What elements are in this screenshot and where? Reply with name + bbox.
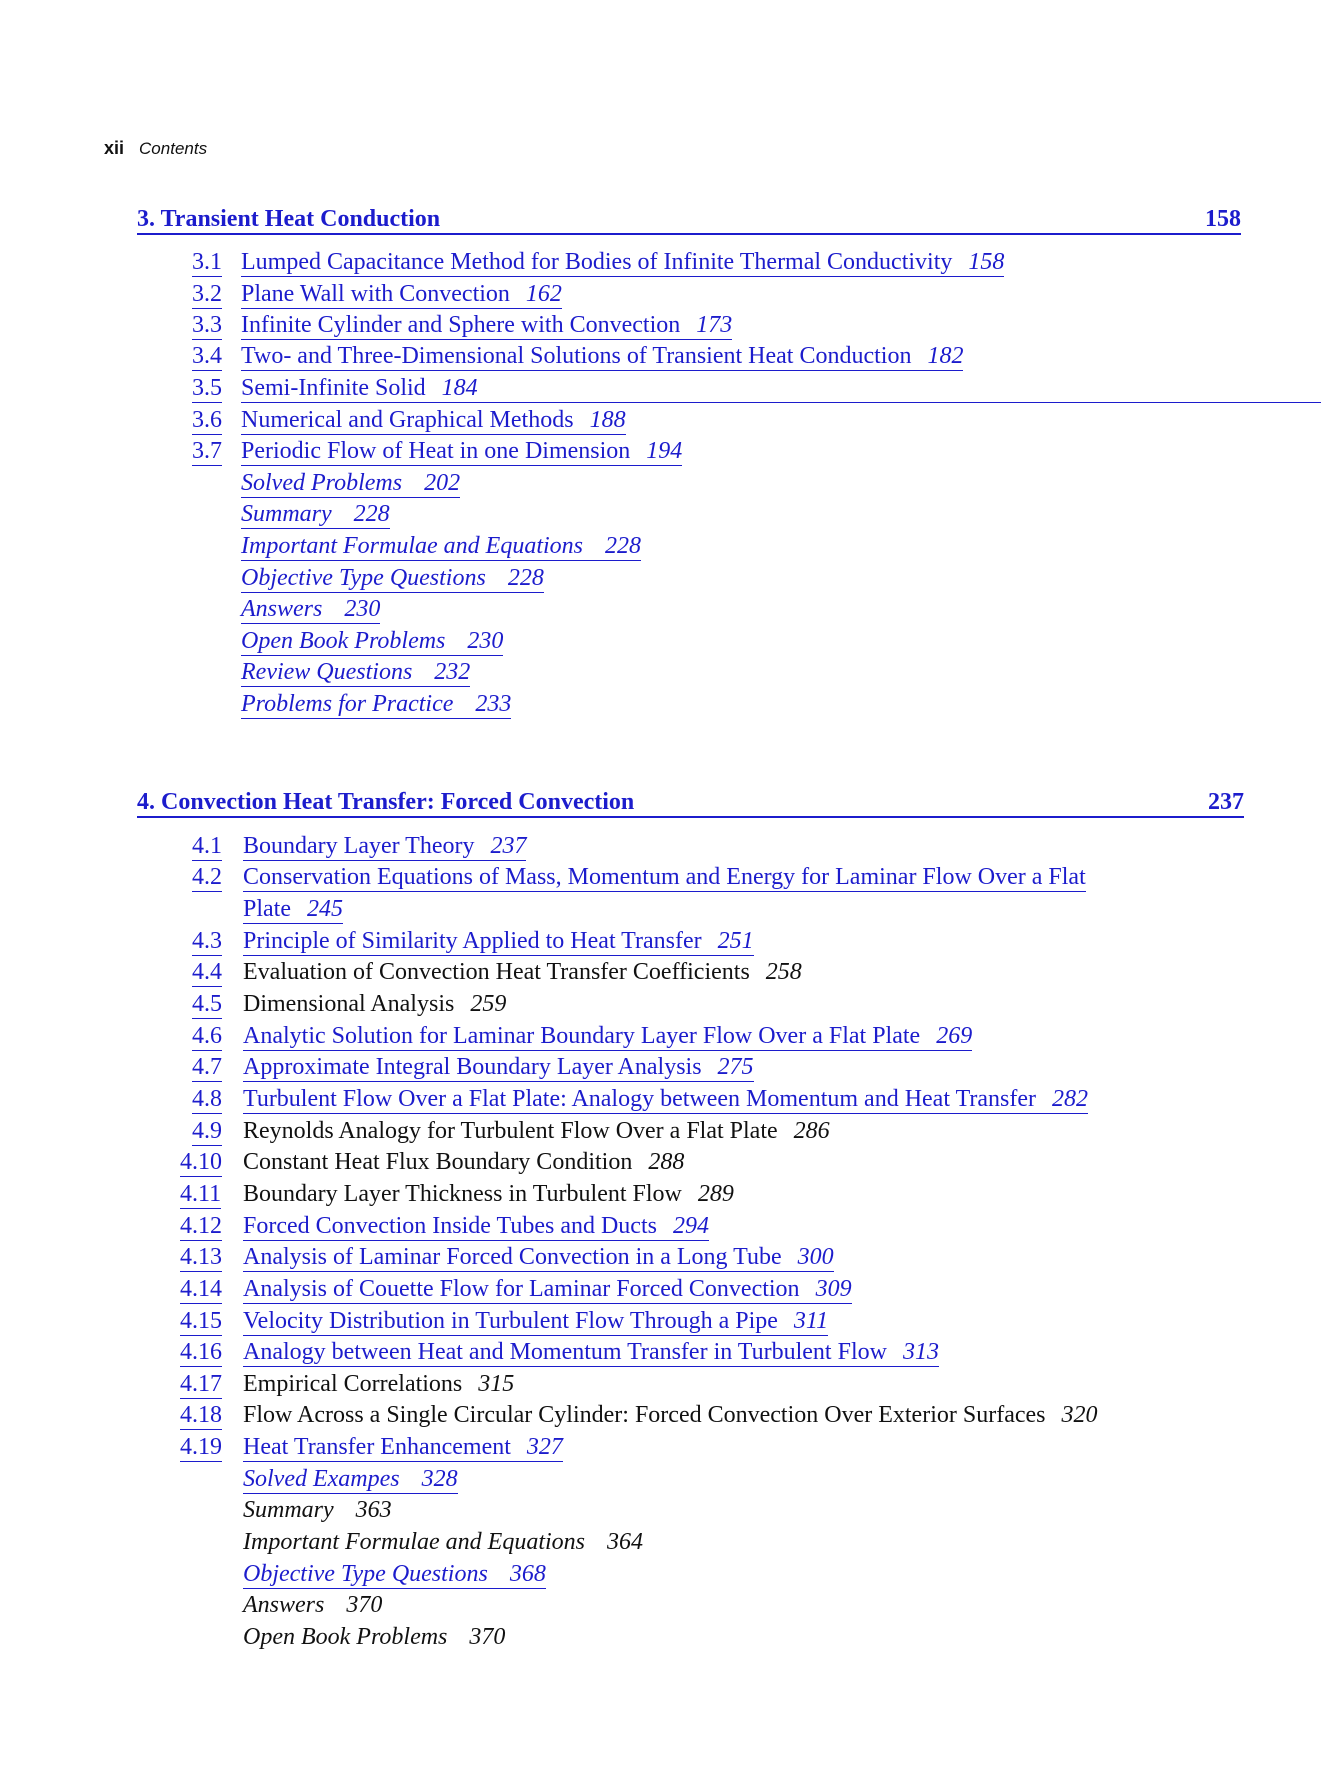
entry-text: Review Questions (241, 659, 413, 685)
entry-text: Analysis of Couette Flow for Laminar Forced Convection (243, 1276, 800, 1302)
entry-number[interactable]: 4.11 (180, 1181, 222, 1207)
entry-number[interactable]: 4.10 (180, 1149, 222, 1175)
entry-text: Analogy between Heat and Momentum Transfer in Turbulent Flow (243, 1339, 887, 1365)
entry-text: Solved Problems (241, 470, 403, 496)
entry-text: Solved Exampes (243, 1466, 400, 1492)
entry-text: Constant Heat Flux Boundary Condition (243, 1149, 633, 1175)
entry-number[interactable]: 4.18 (180, 1402, 222, 1428)
entry-number[interactable]: 4.9 (192, 1118, 222, 1144)
entry-page: 232 (434, 659, 471, 685)
entry-text: Answers (241, 596, 323, 622)
entry-number: 4.15 (180, 1308, 222, 1334)
entry-number[interactable]: 4.17 (180, 1371, 222, 1397)
entry-text: Plane Wall with Convection (241, 281, 510, 307)
entry-page: 309 (815, 1276, 852, 1302)
chapter-heading-4[interactable] (137, 788, 1244, 818)
entry-text-continued: Plate (243, 896, 291, 922)
entry-number: 4.3 (192, 928, 222, 954)
entry-text: Important Formulae and Equations (241, 533, 583, 559)
entry-text: Principle of Similarity Applied to Heat Transfer (243, 928, 702, 954)
entry-text: Two- and Three-Dimensional Solutions of Transient Heat Conduction (241, 343, 912, 369)
entry-text: Turbulent Flow Over a Flat Plate: Analogy between Momentum and Heat Transfer (243, 1086, 1037, 1112)
entry-text: Dimensional Analysis (243, 991, 455, 1017)
entry-page: 230 (344, 596, 381, 622)
entry-text: Problems for Practice (241, 691, 454, 717)
entry-number[interactable]: 4.5 (192, 991, 222, 1017)
chapter-page: 158 (1205, 206, 1241, 232)
entry-page: 202 (424, 470, 461, 496)
entry-number[interactable]: 4.4 (192, 959, 222, 985)
entry-text: Open Book Problems (241, 628, 446, 654)
entry-page: 320 (1061, 1402, 1098, 1428)
entry-page: 328 (421, 1466, 458, 1492)
entry-number: 3.5 (192, 375, 222, 401)
entry-page: 188 (589, 407, 626, 433)
entry-page: 282 (1052, 1086, 1089, 1112)
entry-page: 158 (968, 249, 1005, 275)
entry-page: 289 (697, 1181, 734, 1207)
entry-text: Reynolds Analogy for Turbulent Flow Over a Flat Plate (243, 1118, 778, 1144)
entry-text: Flow Across a Single Circular Cylinder: Forced Convection Over Exterior Surfaces (243, 1402, 1046, 1428)
entry-page: 228 (507, 565, 544, 591)
running-head-title: Contents (139, 139, 208, 158)
entry-text: Open Book Problems (243, 1624, 448, 1650)
entry-text: Objective Type Questions (241, 565, 486, 591)
entry-page: 368 (509, 1561, 546, 1587)
entry-text: Objective Type Questions (243, 1561, 488, 1587)
entry-page: 288 (648, 1149, 685, 1175)
entry-text: Conservation Equations of Mass, Momentum and Energy for Laminar Flow Over a Flat (243, 864, 1086, 890)
entry-text: Numerical and Graphical Methods (241, 407, 574, 433)
entry-text: Empirical Correlations (243, 1371, 463, 1397)
entry-page: 184 (441, 375, 478, 401)
entry-page: 370 (346, 1592, 383, 1618)
entry-page: 364 (607, 1529, 643, 1555)
entry-page: 173 (696, 312, 733, 338)
entry-page: 294 (672, 1213, 709, 1239)
entry-page: 182 (927, 343, 964, 369)
chapter-title: 3. Transient Heat Conduction (137, 206, 441, 232)
entry-page: 370 (469, 1624, 506, 1650)
entry-number: 3.3 (192, 312, 222, 338)
entry-number: 3.2 (192, 281, 222, 307)
entry-page: 162 (525, 281, 562, 307)
entry-text: Important Formulae and Equations (243, 1529, 585, 1555)
entry-page: 315 (478, 1371, 515, 1397)
page-number: xii (104, 138, 125, 158)
entry-number: 4.2 (192, 864, 222, 890)
entry-number: 4.6 (192, 1023, 222, 1049)
entry-text: Answers (243, 1592, 325, 1618)
chapter-title: 4. Convection Heat Transfer: Forced Convection (137, 789, 635, 815)
entry-number: 4.12 (180, 1213, 222, 1239)
entry-number: 3.1 (192, 249, 222, 275)
entry-text: Boundary Layer Theory (243, 833, 475, 859)
entry-page: 258 (765, 959, 802, 985)
running-head (104, 138, 207, 159)
entry-number: 3.4 (192, 343, 222, 369)
entry-text: Boundary Layer Thickness in Turbulent Flow (243, 1181, 682, 1207)
entry-number: 3.6 (192, 407, 222, 433)
entry-number: 4.8 (192, 1086, 222, 1112)
entry-number: 4.1 (192, 833, 222, 859)
entry-page: 230 (467, 628, 504, 654)
entry-text: Summary (243, 1497, 334, 1523)
chapter-heading-3[interactable] (137, 205, 1241, 235)
entry-page: 251 (717, 928, 754, 954)
entry-number: 4.14 (180, 1276, 222, 1302)
entry-page: 233 (475, 691, 512, 717)
entry-page: 194 (646, 438, 683, 464)
entry-text: Periodic Flow of Heat in one Dimension (241, 438, 631, 464)
entry-page: 327 (526, 1434, 563, 1460)
entry-page: 313 (902, 1339, 939, 1365)
entry-page: 259 (470, 991, 507, 1017)
entry-number: 4.16 (180, 1339, 222, 1365)
entry-page: 286 (793, 1118, 830, 1144)
entry-number: 3.7 (192, 438, 222, 464)
entry-text: Evaluation of Convection Heat Transfer Coefficients (243, 959, 750, 985)
entry-page: 363 (355, 1497, 392, 1523)
entry-page: 228 (353, 501, 390, 527)
entry-text: Summary (241, 501, 332, 527)
entry-page: 228 (605, 533, 641, 559)
entry-page: 311 (793, 1308, 829, 1334)
entry-number: 4.13 (180, 1244, 222, 1270)
entry-text: Forced Convection Inside Tubes and Ducts (243, 1213, 657, 1239)
entry-text: Approximate Integral Boundary Layer Analysis (243, 1054, 702, 1080)
entry-text: Velocity Distribution in Turbulent Flow Through a Pipe (243, 1308, 778, 1334)
entry-page: 237 (490, 833, 527, 859)
entry-text: Heat Transfer Enhancement (243, 1434, 511, 1460)
entry-text: Infinite Cylinder and Sphere with Convection (241, 312, 681, 338)
entry-page: 245 (307, 896, 343, 922)
entry-number: 4.7 (192, 1054, 222, 1080)
entry-page: 300 (797, 1244, 834, 1270)
entry-number: 4.19 (180, 1434, 222, 1460)
chapter-page: 237 (1208, 789, 1244, 815)
entry-text: Analytic Solution for Laminar Boundary Layer Flow Over a Flat Plate (243, 1023, 921, 1049)
entry-text: Lumped Capacitance Method for Bodies of Infinite Thermal Conductivity (241, 249, 953, 275)
entry-text: Analysis of Laminar Forced Convection in a Long Tube (243, 1244, 782, 1270)
entry-text: Semi-Infinite Solid (241, 375, 426, 401)
entry-page: 275 (717, 1054, 754, 1080)
entry-page: 269 (936, 1023, 973, 1049)
